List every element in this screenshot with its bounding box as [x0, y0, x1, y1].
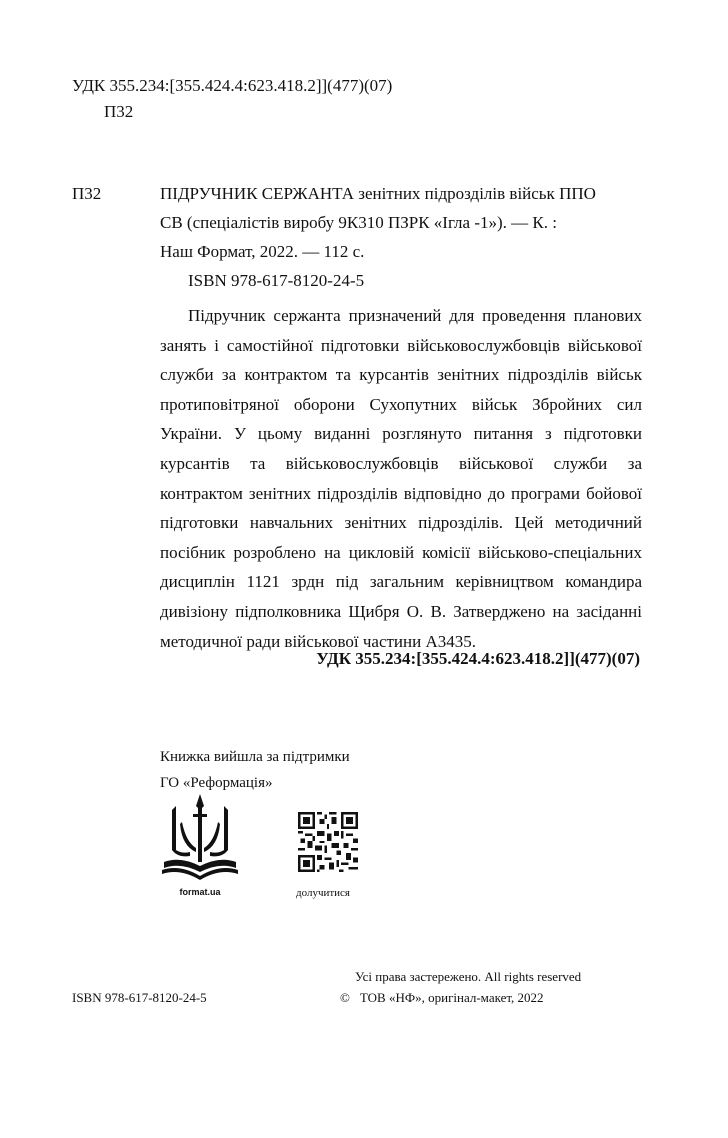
catalog-line-1: ПІДРУЧНИК СЕРЖАНТА зенітних підрозділів військ ППО [160, 184, 596, 203]
udk-footer: УДК 355.234:[355.424.4:623.418.2]](477)(07) [316, 649, 640, 668]
udk-header-author-mark: П32 [104, 102, 134, 121]
catalog-entry [160, 179, 642, 295]
copyright-text: ТОВ «НФ», оригінал-макет, 2022 [359, 990, 544, 1005]
catalog-line-2: СВ (спеціалістів виробу 9К310 ПЗРК «Ігла -1»). — К. : [160, 213, 557, 232]
catalog-isbn: ISBN 978-617-8120-24-5 [188, 271, 365, 290]
udk-header-code: УДК 355.234:[355.424.4:623.418.2]](477)(07) [72, 76, 393, 95]
copyright-symbol: © [340, 990, 350, 1005]
rights-reserved: Усі права застережено. All rights reserved [355, 969, 582, 984]
qr-code-icon[interactable] [298, 812, 358, 872]
support-line-1: Книжка вийшла за підтримки [160, 749, 350, 765]
catalog-line-3: Наш Формат, 2022. — 112 с. [160, 242, 365, 261]
isbn-footer: ISBN 978-617-8120-24-5 [72, 990, 207, 1005]
catalog-author-mark: П32 [72, 184, 102, 203]
copyright-line [340, 988, 544, 1008]
udk-header [72, 73, 392, 125]
support-line-2: ГО «Реформація» [160, 775, 273, 791]
abstract-paragraph: Підручник сержанта призначений для проведення планових занять і самостійної підготовки військовослужбовців військової служби за контрактом та курсантів зенітних підрозділів військ протиповітряної оборони Сухопутних військ Збройних сил України. У цьому виданні розглянуто питання з підготовки курсантів та військовослужбовців військової служби за контрактом зенітних підрозділів відповідно до програми бойової підготовки навчальних зенітних підрозділів. Цей методичний посібник розроблено на цикловій комісії військово-спеціальних дисциплін 1121 зрдн під загальним керівництвом командира дивізіону підполковника Щибря О. В. Затверджено на засіданні методичної ради військової частини А3435. [160, 306, 642, 651]
logo-caption: format.ua [179, 887, 221, 897]
qr-caption: долучитися [296, 887, 350, 899]
support-note [160, 744, 350, 796]
